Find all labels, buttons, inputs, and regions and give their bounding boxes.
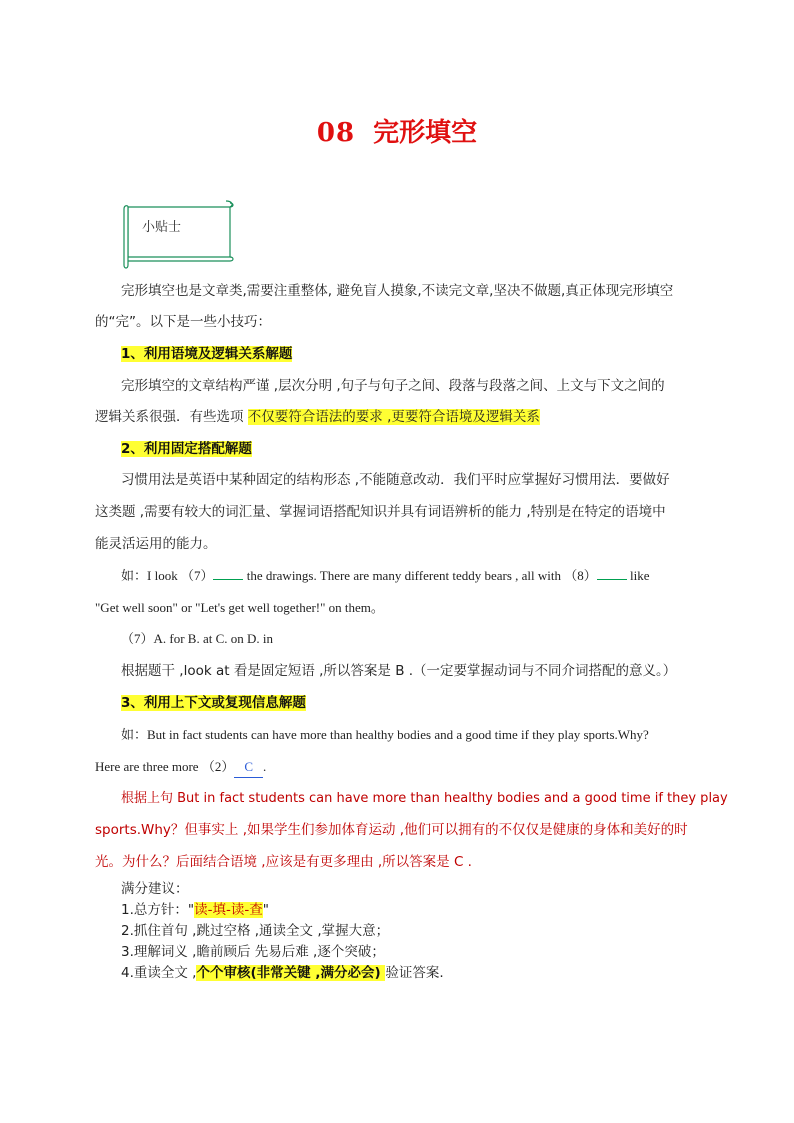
section2-line-3: 能灵活运用的能力。 bbox=[95, 536, 217, 552]
blank-8 bbox=[597, 567, 627, 580]
tip-label: 小贴士 bbox=[142, 220, 182, 235]
section1-line-2 bbox=[95, 407, 705, 427]
example-end: like bbox=[626, 568, 650, 583]
section1-heading bbox=[121, 344, 731, 364]
advice-item-1-prefix: 1.总方针：" bbox=[121, 902, 195, 918]
section2-example-line-1 bbox=[121, 566, 731, 586]
advice-item-1-highlight: 读-填-读-查 bbox=[194, 902, 263, 918]
advice-item-1-suffix: " bbox=[262, 902, 269, 918]
section3-explain-line-2: sports.Why？但事实上 ,如果学生们参加体育运动 ,他们可以拥有的不仅仅是健康的身体和美好的时 bbox=[95, 822, 688, 838]
section2-heading-text: 2、利用固定搭配解题 bbox=[121, 441, 252, 457]
advice-item-4-prefix: 4.重读全文 , bbox=[121, 965, 197, 981]
page-title bbox=[0, 112, 794, 149]
example2-prefix: Here are three more （2） bbox=[95, 759, 235, 774]
section3-explain-line-1: 根据上句 But in fact students can have more than healthy bodies and a good time if they play bbox=[121, 791, 728, 806]
intro-line-1: 完形填空也是文章类,需要注重整体, 避免盲人摸象,不读完文章,坚决不做题,真正体现完形填空 bbox=[121, 283, 674, 299]
advice-item-3: 3.理解词义 ,瞻前顾后 先易后难 ,逐个突破； bbox=[121, 944, 385, 960]
section1-line-1: 完形填空的文章结构严谨 ,层次分明 ,句子与句子之间、段落与段落之间、上文与下文之间的 bbox=[121, 378, 665, 394]
advice-item-2: 2.抓住首句 ,跳过空格 ,通读全文 ,掌握大意； bbox=[121, 923, 390, 939]
advice-item-1 bbox=[121, 900, 731, 920]
section3-example-line-1: 如：But in fact students can have more than healthy bodies and a good time if they play sports.Why? bbox=[121, 727, 649, 742]
example2-end: . bbox=[263, 759, 267, 774]
advice-item-4 bbox=[121, 963, 731, 983]
advice-title: 满分建议： bbox=[121, 881, 189, 897]
section1-heading-text: 1、利用语境及逻辑关系解题 bbox=[121, 346, 293, 362]
section2-options: （7）A. for B. at C. on D. in bbox=[121, 631, 274, 646]
section3-example-line-2 bbox=[95, 757, 705, 778]
section3-heading-text: 3、利用上下文或复现信息解题 bbox=[121, 695, 306, 711]
advice-item-4-suffix: 验证答案. bbox=[385, 965, 444, 981]
section3-heading bbox=[121, 693, 731, 713]
title-text: 完形填空 bbox=[373, 118, 478, 148]
title-number: 08 bbox=[316, 118, 356, 148]
advice-item-4-highlight: 个个审核(非常关键 ,满分必会) bbox=[196, 965, 386, 981]
tip-scroll-box bbox=[120, 199, 236, 269]
section2-line-2: 这类题 ,需要有较大的词汇量、掌握词语搭配知识并具有词语辨析的能力 ,特别是在特定的语境中 bbox=[95, 504, 666, 520]
answer-blank-2: C bbox=[234, 757, 263, 778]
section2-explanation: 根据题干 ,look at 看是固定短语 ,所以答案是 B .（一定要掌握动词与不同介词搭配的意义。） bbox=[121, 663, 677, 679]
section2-heading bbox=[121, 439, 731, 459]
example-mid: the drawings. There are many different teddy bears , all with （8） bbox=[243, 568, 597, 583]
example-prefix: 如：I look （7） bbox=[121, 568, 214, 583]
section3-explain-line-3: 光。为什么？后面结合语境 ,应该是有更多理由 ,所以答案是 C . bbox=[95, 854, 472, 870]
section1-line-2-highlight: 不仅要符合语法的要求 ,更要符合语境及逻辑关系 bbox=[247, 409, 540, 425]
section2-line-1: 习惯用法是英语中某种固定的结构形态 ,不能随意改动．我们平时应掌握好习惯用法．要做好 bbox=[121, 472, 670, 488]
blank-7 bbox=[213, 567, 243, 580]
section1-line-2-plain: 逻辑关系很强．有些选项 bbox=[95, 409, 248, 425]
section2-example-line-2: "Get well soon" or "Let's get well together!" on them。 bbox=[95, 600, 384, 615]
intro-line-2: 的“完”。以下是一些小技巧： bbox=[95, 314, 271, 330]
